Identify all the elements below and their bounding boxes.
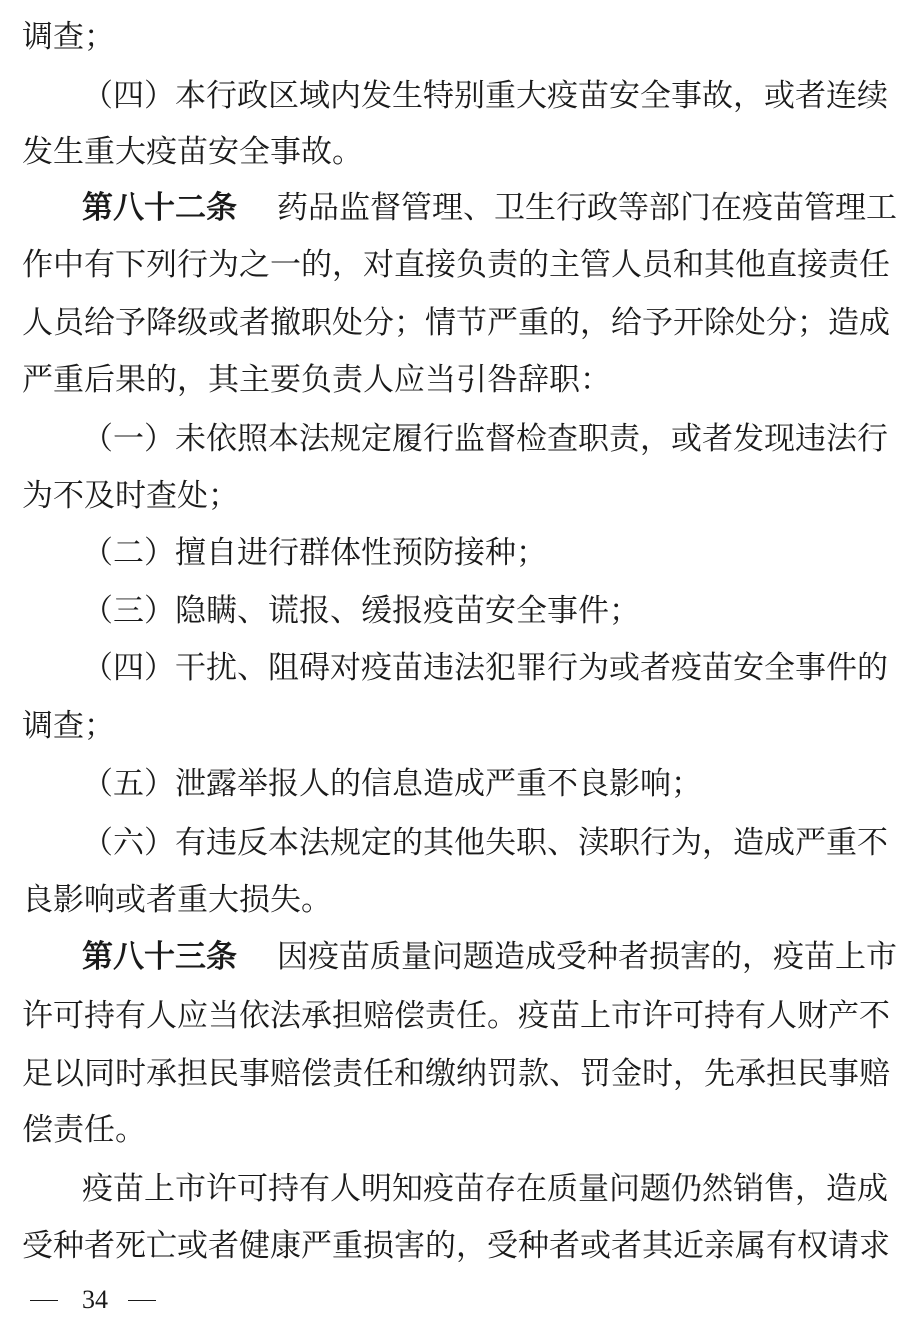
text-line: [22, 706, 882, 746]
text-line: [22, 360, 882, 400]
line-text: 调查；: [22, 19, 115, 55]
line-text: （ 四 ） 干 扰 、 阻 碍 对 疫 苗 违 法 犯 罪 行 为 或 者 疫 苗 安 全 事 件 的: [82, 650, 888, 686]
line-text: （五）泄露举报人的信息造成严重不良影响；: [82, 766, 702, 802]
text-line: [22, 245, 890, 285]
page-dash-left: [30, 1300, 58, 1301]
line-text: 足 以 同 时 承 担 民 事 赔 偿 责 任 和 缴 纳 罚 款 、 罚 金 时 ， 先 承 担 民 事 赔: [22, 1056, 890, 1092]
line-text: （ 四 ） 本 行 政 区 域 内 发 生 特 别 重 大 疫 苗 安 全 事 故 ， 或 者 连 续: [82, 78, 888, 114]
line-text: 严重后果的，其主要负责人应当引咎辞职：: [22, 362, 611, 398]
text-line: [82, 76, 888, 116]
text-line: [22, 1054, 890, 1094]
text-line: [22, 476, 882, 516]
line-text: 调查；: [22, 708, 115, 744]
article-line: [82, 188, 897, 228]
line-text: 发生重大疫苗安全事故。: [22, 134, 363, 170]
text-line: [82, 1169, 888, 1209]
line-text: 人 员 给 予 降 级 或 者 撤 职 处 分 ； 情 节 严 重 的 ， 给 予 开 除 处 分 ； 造 成: [22, 305, 890, 341]
text-line: [82, 648, 888, 688]
text-line: [82, 419, 888, 459]
article-heading: 第八十二条: [82, 190, 237, 226]
page-number: 34: [82, 1285, 108, 1314]
article-line: [82, 937, 897, 977]
line-text: 许 可 持 有 人 应 当 依 法 承 担 赔 偿 责 任 。 疫 苗 上 市 许 可 持 有 人 财 产 不: [22, 998, 890, 1034]
text-line: [22, 880, 882, 920]
text-line: [82, 764, 882, 804]
text-line: [22, 1226, 890, 1266]
text-line: [82, 823, 888, 863]
text-line: [22, 132, 882, 172]
line-text: （三）隐瞒、谎报、缓报疫苗安全事件；: [82, 593, 640, 629]
line-text: （二）擅自进行群体性预防接种；: [82, 535, 547, 571]
text-line: [22, 303, 890, 343]
line-text: 良影响或者重大损失。: [22, 882, 332, 918]
page-dash-right: [128, 1300, 156, 1301]
text-line: [82, 533, 882, 573]
text-line: [82, 591, 882, 631]
text-line: [22, 17, 882, 57]
line-text: （ 六 ） 有 违 反 本 法 规 定 的 其 他 失 职 、 渎 职 行 为 ， 造 成 严 重 不: [82, 825, 888, 861]
text-line: [22, 1110, 882, 1150]
line-text: 药 品 监 督 管 理 、 卫 生 行 政 等 部 门 在 疫 苗 管 理 工: [277, 190, 897, 226]
article-heading: 第八十三条: [82, 939, 237, 975]
line-text: 疫 苗 上 市 许 可 持 有 人 明 知 疫 苗 存 在 质 量 问 题 仍 然 销 售 ， 造 成: [82, 1171, 888, 1207]
line-text: 为不及时查处；: [22, 478, 239, 514]
line-text: 作 中 有 下 列 行 为 之 一 的 ， 对 直 接 负 责 的 主 管 人 员 和 其 他 直 接 责 任: [22, 247, 890, 283]
line-text: 受 种 者 死 亡 或 者 健 康 严 重 损 害 的 ， 受 种 者 或 者 其 近 亲 属 有 权 请 求: [22, 1228, 890, 1264]
line-text: 因 疫 苗 质 量 问 题 造 成 受 种 者 损 害 的 ， 疫 苗 上 市: [277, 939, 897, 975]
line-text: （ 一 ） 未 依 照 本 法 规 定 履 行 监 督 检 查 职 责 ， 或 者 发 现 违 法 行: [82, 421, 888, 457]
text-line: [22, 996, 890, 1036]
line-text: 偿责任。: [22, 1112, 146, 1148]
